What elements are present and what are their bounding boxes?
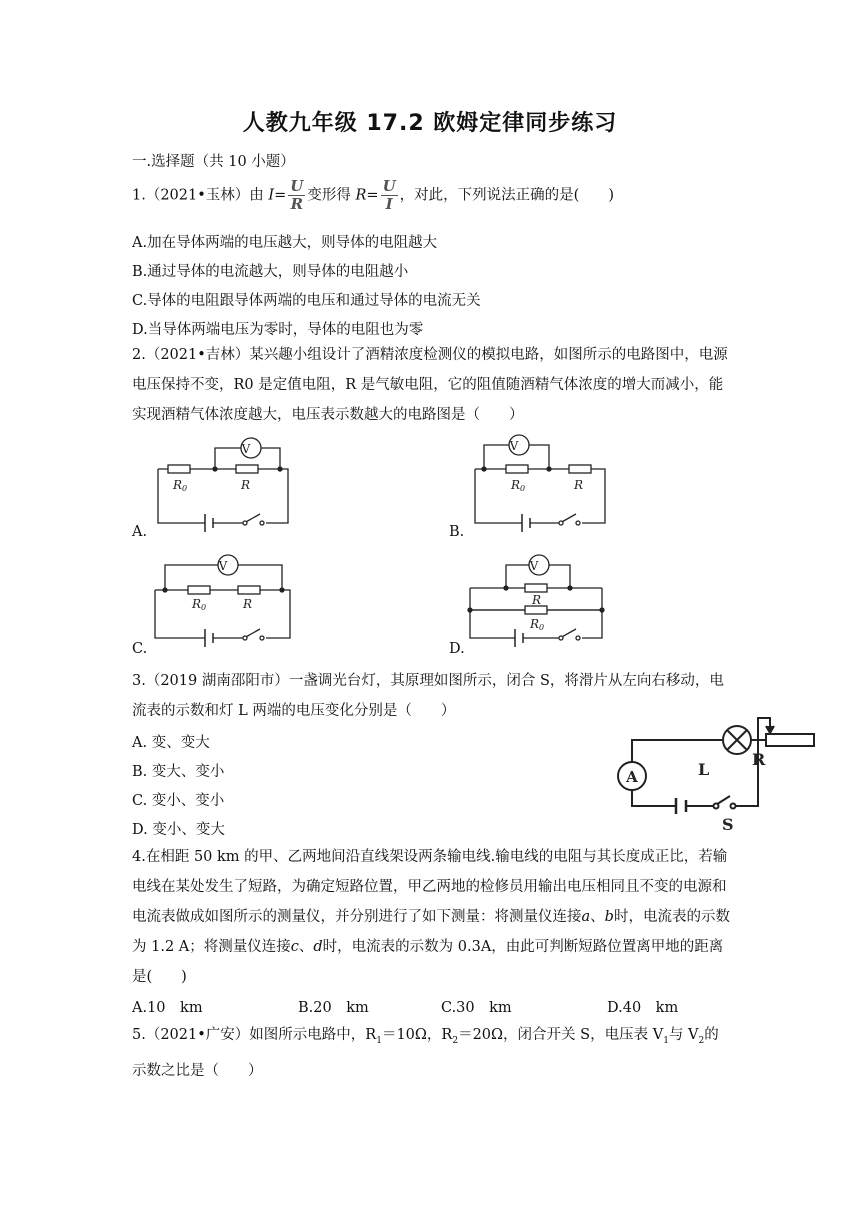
question-3-stem: 3.（2019 湖南邵阳市）一盏调光台灯，其原理如图所示，闭合 S，将滑片从左向右移动，电流表的示数和灯 L 两端的电压变化分别是（ ） bbox=[132, 673, 724, 719]
resistor-r0-a bbox=[168, 465, 190, 473]
q3-option-b: B. 变大、变小 bbox=[132, 764, 225, 780]
r0-label-b: R0 bbox=[511, 478, 526, 493]
q1-i-var: I bbox=[268, 187, 275, 204]
q2-circuit-diagrams bbox=[0, 360, 860, 660]
resistor-r0-b bbox=[506, 465, 528, 473]
r-label-d: R bbox=[532, 593, 542, 607]
q3-option-c: C. 变小、变小 bbox=[132, 793, 225, 809]
question-2-stem: 2.（2021•吉林）某兴趣小组设计了酒精浓度检测仪的模拟电路，如图所示的电路图中，电源电压保持不变，R0 是定值电阻，R 是气敏电阻，它的阻值随酒精气体浓度的增大而减小，能实现酒精气体浓度越大，电压表示数越大的电路图是（ ） bbox=[132, 347, 728, 423]
rheostat bbox=[766, 734, 814, 746]
q2-option-a-label: A. bbox=[132, 524, 148, 540]
section-heading: 一.选择题（共 10 小题） bbox=[132, 154, 295, 170]
r-label-a: R bbox=[241, 478, 251, 492]
q3-option-d: D. 变小、变大 bbox=[132, 822, 225, 838]
question-4-stem: 4.在相距 50 km 的甲、乙两地间沿直线架设两条输电线.输电线的电阻与其长度成正比，若输电线在某处发生了短路，为确定短路位置，甲乙两地的检修员用输出电压相同且不变的电源和电流表做成如图所示的测量仪，并分别进行了如下测量：将测量仪连接a、b时，电流表的示数为 1.2 A；将测量仪连接c、d时，电流表的示数为 0.3A，由此可判断短路位置离甲地的距离是( ) bbox=[132, 849, 730, 985]
question-5-stem: 5.（2021•广安）如图所示电路中，$R_1=10\Omega$，$R_2=20\Omega$，闭合开关 S，电压表 $V_1$与 $V_2$的示数之比是（ ） bbox=[132, 1027, 719, 1079]
question-1-stem bbox=[132, 178, 614, 213]
resistor-r-d bbox=[525, 584, 547, 592]
q1-option-d: D.当导体两端电压为零时，导体的电阻也为零 bbox=[132, 322, 424, 338]
q1-fraction-1: $\frac{U}{R}$ bbox=[290, 177, 304, 213]
r0-label-c: R0 bbox=[192, 597, 207, 612]
q1-eq2: = bbox=[366, 187, 379, 204]
rheostat-label: R bbox=[752, 750, 766, 769]
voltmeter-a-label: V bbox=[241, 442, 251, 456]
resistor-r0-c bbox=[188, 586, 210, 594]
q2-option-d-label: D. bbox=[449, 641, 465, 657]
q1-option-c: C.导体的电阻跟导体两端的电压和通过导体的电流无关 bbox=[132, 293, 481, 309]
q3-circuit-diagram bbox=[0, 710, 860, 840]
q1-suffix: ，对此，下列说法正确的是( ) bbox=[399, 187, 614, 204]
q1-fraction-2: $\frac{U}{I}$ bbox=[382, 177, 396, 213]
r-label-b: R bbox=[574, 478, 584, 492]
page-title: 人教九年级 17.2 欧姆定律同步练习 bbox=[242, 111, 618, 136]
voltmeter-c-label: V bbox=[218, 559, 228, 573]
q1-prefix: 1.（2021•玉林）由 bbox=[132, 187, 264, 204]
q2-option-b-label: B. bbox=[449, 524, 465, 540]
q1-option-b: B.通过导体的电流越大，则导体的电阻越小 bbox=[132, 264, 409, 280]
ammeter-label: A bbox=[626, 768, 638, 786]
voltmeter-d-label: V bbox=[529, 559, 539, 573]
q3-option-a: A. 变、变大 bbox=[132, 735, 210, 751]
q4-option-a: A.10 km bbox=[132, 1000, 203, 1016]
r-label-c: R bbox=[243, 597, 253, 611]
q2-option-c-label: C. bbox=[132, 641, 148, 657]
resistor-r-b bbox=[569, 465, 591, 473]
q1-eq1: = bbox=[274, 187, 287, 204]
q4-option-d: D.40 km bbox=[607, 1000, 679, 1016]
q1-r-var: R bbox=[355, 187, 367, 204]
q1-mid: 变形得 bbox=[307, 187, 351, 204]
circuit-b bbox=[475, 435, 605, 532]
resistor-r-a bbox=[236, 465, 258, 473]
resistor-r-c bbox=[238, 586, 260, 594]
r0-label-a: R0 bbox=[173, 478, 188, 493]
resistor-r0-d bbox=[525, 606, 547, 614]
voltmeter-b-label: V bbox=[509, 439, 519, 453]
r0-label-d: R0 bbox=[530, 617, 545, 632]
q4-option-b: B.20 km bbox=[298, 1000, 369, 1016]
switch-label: S bbox=[722, 815, 734, 834]
q1-option-a: A.加在导体两端的电压越大，则导体的电阻越大 bbox=[132, 235, 438, 251]
lamp-label: L bbox=[698, 760, 710, 779]
q4-option-c: C.30 km bbox=[441, 1000, 512, 1016]
